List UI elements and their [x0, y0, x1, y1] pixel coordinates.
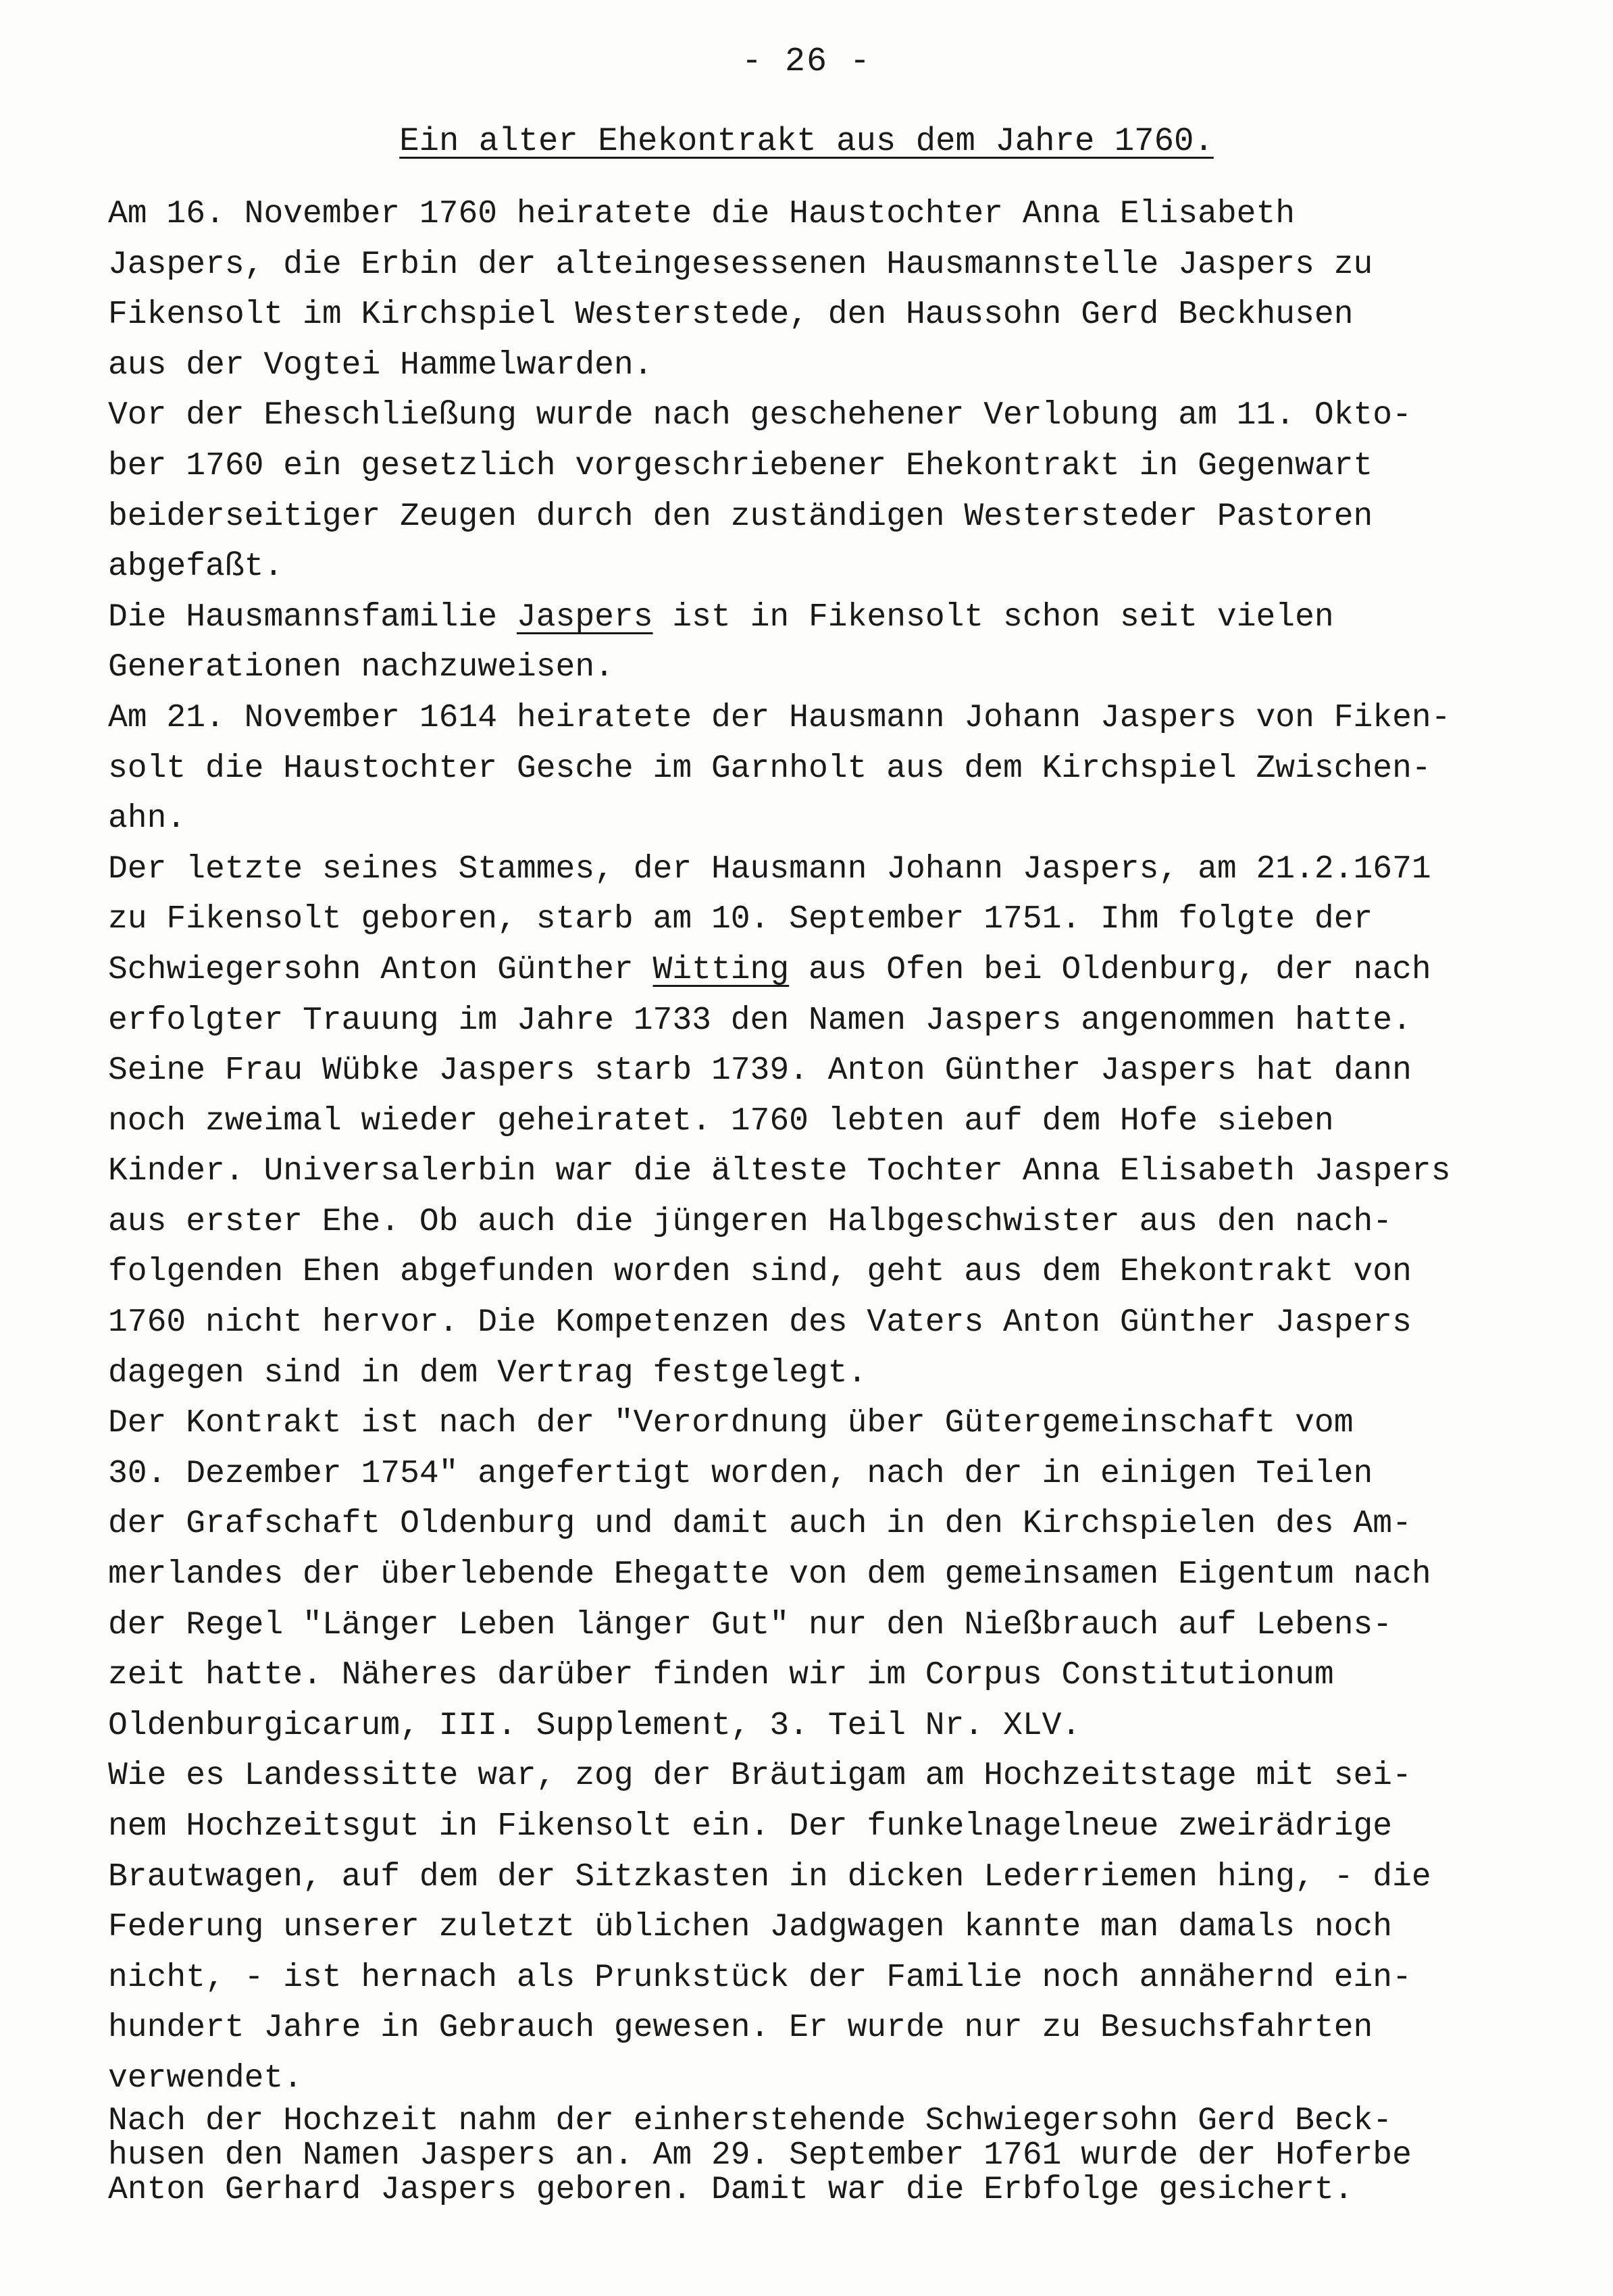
text-line: Nach der Hochzeit nahm der einherstehende Schwiegersohn Gerd Beck-	[108, 2103, 1393, 2139]
closing-paragraph	[108, 2104, 1560, 2208]
text-line: 30. Dezember 1754" angefertigt worden, nach der in einigen Teilen	[108, 1455, 1373, 1492]
text-line: Generationen nachzuweisen.	[108, 649, 614, 686]
underlined-name-witting: Witting	[652, 951, 790, 988]
text-line: zeit hatte. Näheres darüber finden wir im Corpus Constitutionum	[108, 1657, 1334, 1694]
text-line: hundert Jahre in Gebrauch gewesen. Er wurde nur zu Besuchsfahrten	[108, 2010, 1373, 2047]
text-line: Jaspers, die Erbin der alteingesessenen Hausmannstelle Jaspers zu	[108, 246, 1373, 283]
text-line: Seine Frau Wübke Jaspers starb 1739. Anton Günther Jaspers hat dann	[108, 1052, 1412, 1090]
text-line-with-underline	[108, 592, 1560, 643]
text-line: Oldenburgicarum, III. Supplement, 3. Teil Nr. XLV.	[108, 1707, 1081, 1744]
text-line: husen den Namen Jaspers an. Am 29. September 1761 wurde der Hoferbe	[108, 2137, 1412, 2174]
text-line: Brautwagen, auf dem der Sitzkasten in dicken Lederriemen hing, - die	[108, 1858, 1431, 1895]
text-line: verwendet.	[108, 2060, 303, 2097]
text-line: Am 21. November 1614 heiratete der Hausmann Johann Jaspers von Fiken-	[108, 699, 1451, 736]
text-line: aus der Vogtei Hammelwarden.	[108, 347, 653, 384]
text-fragment: ist in Fikensolt schon seit vielen	[652, 598, 1334, 636]
text-line: 1760 nicht hervor. Die Kompetenzen des Vaters Anton Günther Jaspers	[108, 1304, 1412, 1342]
text-line: Fikensolt im Kirchspiel Westerstede, den Haussohn Gerd Beckhusen	[108, 297, 1354, 334]
text-fragment: aus Ofen bei Oldenburg, der nach	[789, 951, 1431, 988]
text-line: Federung unserer zuletzt üblichen Jadgwagen kannte man damals noch	[108, 1909, 1393, 1946]
text-line: solt die Haustochter Gesche im Garnholt aus dem Kirchspiel Zwischen-	[108, 750, 1431, 787]
text-line: noch zweimal wieder geheiratet. 1760 lebten auf dem Hofe sieben	[108, 1102, 1334, 1140]
page-number: - 26 -	[741, 43, 872, 81]
text-fragment: Die Hausmannsfamilie	[108, 598, 517, 636]
text-line: Der letzte seines Stammes, der Hausmann Johann Jaspers, am 21.2.1671	[108, 850, 1431, 888]
text-line: der Regel "Länger Leben länger Gut" nur den Nießbrauch auf Lebens-	[108, 1606, 1393, 1643]
text-line: merlandes der überlebende Ehegatte von dem gemeinsamen Eigentum nach	[108, 1556, 1431, 1593]
text-line: Wie es Landessitte war, zog der Bräutigam am Hochzeitstage mit sei-	[108, 1758, 1412, 1795]
text-line: Kinder. Universalerbin war die älteste Tochter Anna Elisabeth Jaspers	[108, 1153, 1451, 1190]
text-line: Anton Gerhard Jaspers geboren. Damit war die Erbfolge gesichert.	[108, 2172, 1354, 2208]
text-fragment: Schwiegersohn Anton Günther	[108, 951, 653, 988]
text-line: abgefaßt.	[108, 549, 284, 586]
text-line: beiderseitiger Zeugen durch den zuständigen Westersteder Pastoren	[108, 498, 1373, 535]
text-line: Am 16. November 1760 heiratete die Haustochter Anna Elisabeth	[108, 196, 1296, 232]
text-line-with-underline	[108, 945, 1560, 996]
text-line: zu Fikensolt geboren, starb am 10. September 1751. Ihm folgte der	[108, 901, 1373, 938]
text-line: dagegen sind in dem Vertrag festgelegt.	[108, 1354, 867, 1392]
text-line: ber 1760 ein gesetzlich vorgeschriebener Ehekontrakt in Gegenwart	[108, 447, 1373, 484]
document-title: Ein alter Ehekontrakt aus dem Jahre 1760.	[399, 122, 1214, 160]
text-line: Der Kontrakt ist nach der "Verordnung über Gütergemeinschaft vom	[108, 1405, 1354, 1442]
text-line: nem Hochzeitsgut in Fikensolt ein. Der funkelnagelneue zweirädrige	[108, 1808, 1393, 1845]
text-line: der Grafschaft Oldenburg und damit auch in den Kirchspielen des Am-	[108, 1506, 1412, 1543]
text-line: erfolgter Trauung im Jahre 1733 den Namen Jaspers angenommen hatte.	[108, 1002, 1412, 1039]
text-line: nicht, - ist hernach als Prunkstück der Familie noch annähernd ein-	[108, 1959, 1412, 1996]
body-text	[108, 189, 1560, 2097]
underlined-name-jaspers: Jaspers	[516, 598, 653, 636]
text-line: folgenden Ehen abgefunden worden sind, geht aus dem Ehekontrakt von	[108, 1254, 1412, 1291]
text-line: ahn.	[108, 800, 186, 838]
text-line: aus erster Ehe. Ob auch die jüngeren Halbgeschwister aus den nach-	[108, 1203, 1393, 1240]
text-line: Vor der Eheschließung wurde nach geschehener Verlobung am 11. Okto-	[108, 397, 1412, 434]
